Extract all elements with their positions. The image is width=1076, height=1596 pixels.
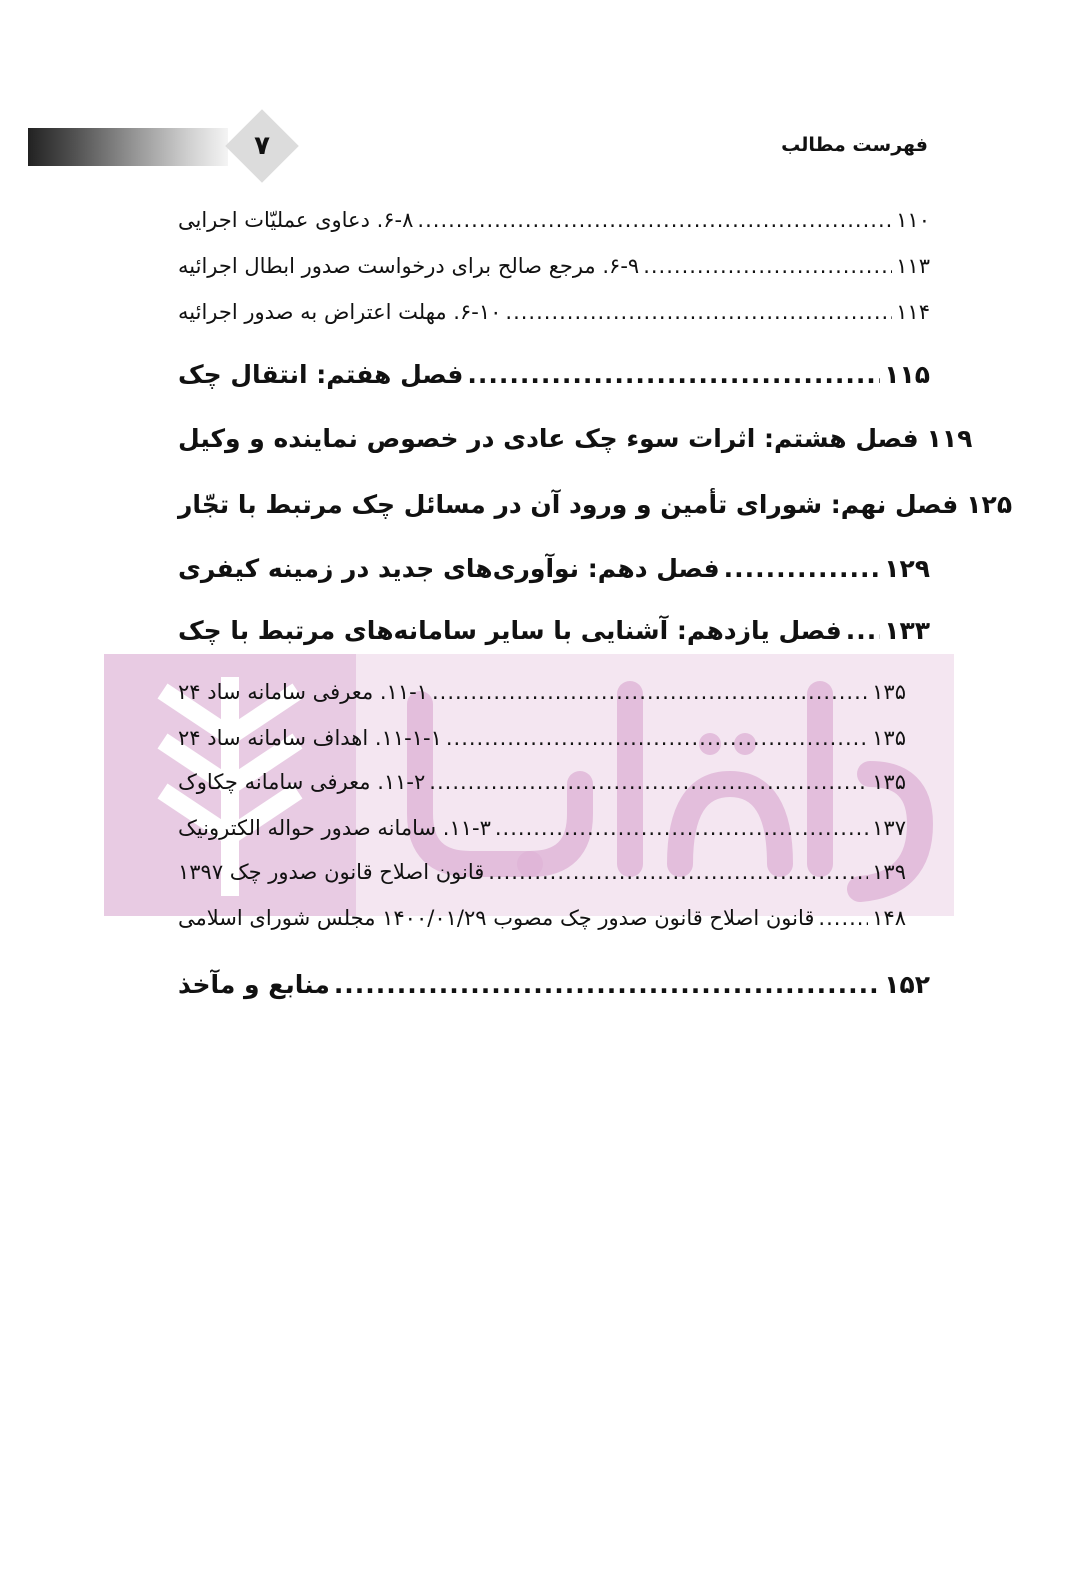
toc-entry-title: قانون اصلاح قانون صدور چک مصوب ۱۴۰۰/۰۱/۲۹ مجلس شورای اسلامی (178, 906, 815, 930)
toc-dot-leader (446, 726, 868, 750)
toc-dot-leader (818, 906, 868, 930)
toc-chapter-page: ۱۵۲ (884, 970, 930, 999)
toc-chapter[interactable] (178, 424, 973, 453)
toc-entry-title: ۱۱-۱-۱. اهداف سامانه ساد ۲۴ (178, 726, 442, 750)
toc-chapter[interactable] (178, 360, 930, 389)
toc-dot-leader (429, 770, 868, 794)
toc-entry-page: ۱۳۷ (872, 816, 906, 840)
toc-entry[interactable] (178, 300, 930, 324)
running-title: فهرست مطالب (781, 134, 928, 156)
toc-entry-page: ۱۱۰ (896, 208, 930, 232)
header-gradient-bar (28, 128, 228, 166)
toc-entry-title: ۶-۹. مرجع صالح برای درخواست صدور ابطال اجرائیه (178, 254, 640, 278)
toc-dot-leader (505, 300, 892, 324)
toc-entry[interactable] (178, 770, 906, 794)
toc-entry-page: ۱۳۵ (872, 680, 906, 704)
toc-dot-leader (432, 680, 868, 704)
toc-chapter-page: ۱۱۵ (884, 360, 930, 389)
toc-chapter-title: فصل یازدهم: آشنایی با سایر سامانه‌های مرتبط با چک (178, 616, 842, 645)
toc-entry[interactable] (178, 680, 906, 704)
toc-chapter-title: فصل هشتم: اثرات سوء چک عادی در خصوص نماینده و وکیل (178, 424, 919, 453)
toc-dot-leader (417, 208, 892, 232)
toc-dot-leader (334, 970, 880, 999)
toc-entry-title: ۶-۸. دعاوی عملیّات اجرایی (178, 208, 414, 232)
toc-chapter-title: منابع و مآخذ (178, 970, 330, 999)
toc-chapter-page: ۱۳۳ (884, 616, 930, 645)
toc-entry-title: ۱۱-۳. سامانه صدور حواله الکترونیک (178, 816, 491, 840)
toc-chapter-page: ۱۲۹ (884, 554, 930, 583)
toc-chapter-page: ۱۲۵ (966, 490, 1013, 519)
toc-chapter[interactable] (178, 616, 930, 645)
toc-entry-title: ۱۱-۱. معرفی سامانه ساد ۲۴ (178, 680, 428, 704)
toc-entry[interactable] (178, 906, 906, 930)
toc-chapter-title: فصل دهم: نوآوری‌های جدید در زمینه کیفری (178, 554, 720, 583)
toc-entry-page: ۱۳۵ (872, 770, 906, 794)
toc-dot-leader (846, 616, 880, 645)
toc-dot-leader (643, 254, 892, 278)
toc-entry[interactable] (178, 816, 906, 840)
toc-entry-title: قانون اصلاح قانون صدور چک ۱۳۹۷ (178, 860, 485, 884)
toc-entry-page: ۱۳۹ (872, 860, 906, 884)
toc-chapter[interactable] (178, 554, 930, 583)
toc-dot-leader (488, 860, 868, 884)
toc-entry[interactable] (178, 860, 906, 884)
toc-entry-page: ۱۴۸ (872, 906, 906, 930)
toc-chapter-title: فصل هفتم: انتقال چک (178, 360, 464, 389)
toc-entry-title: ۱۱-۲. معرفی سامانه چکاوک (178, 770, 426, 794)
toc-entry-page: ۱۱۳ (896, 254, 930, 278)
toc-entry[interactable] (178, 254, 930, 278)
toc-chapter-title: فصل نهم: شورای تأمین و ورود آن در مسائل چک مرتبط با تجّار (178, 490, 959, 519)
toc-entry-page: ۱۱۴ (896, 300, 930, 324)
toc-entry-title: ۶-۱۰. مهلت اعتراض به صدور اجرائیه (178, 300, 502, 324)
toc-dot-leader (495, 816, 868, 840)
toc-chapter[interactable] (178, 970, 930, 999)
toc-entry[interactable] (178, 726, 906, 750)
toc-dot-leader (467, 360, 880, 389)
toc-entry[interactable] (178, 208, 930, 232)
toc-chapter-page: ۱۱۹ (926, 424, 973, 453)
page-number: ۷ (254, 131, 270, 161)
toc-dot-leader (724, 554, 881, 583)
toc-chapter[interactable] (178, 490, 1013, 519)
toc-entry-page: ۱۳۵ (872, 726, 906, 750)
